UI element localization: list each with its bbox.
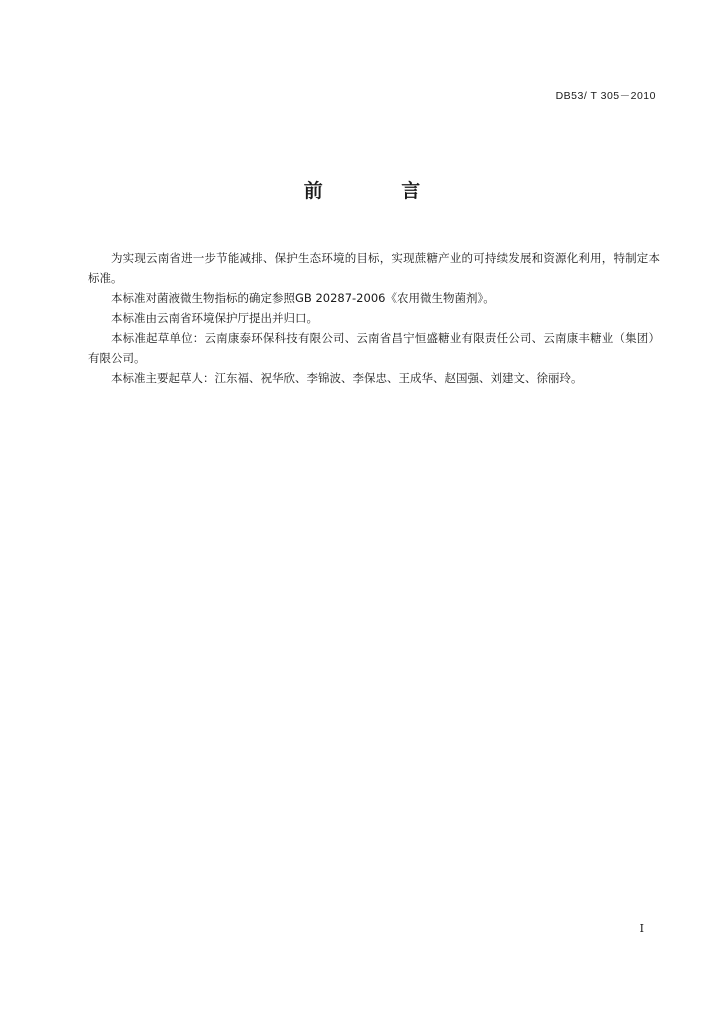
document-code: DB53/ T 305－2010: [555, 90, 656, 102]
paragraph-reference: 本标准对菌液微生物指标的确定参照GB 20287-2006《农用微生物菌剂》。: [111, 291, 495, 305]
paragraph-proposer: 本标准由云南省环境保护厅提出并归口。: [111, 311, 318, 325]
paragraph-purpose: 为实现云南省进一步节能减排、保护生态环境的目标，实现蔗糖产业的可持续发展和资源化利用，特制定本标准。: [88, 251, 660, 285]
foreword-body: [88, 248, 660, 388]
paragraph-drafters: 本标准主要起草人：江东福、祝华欣、李锦波、李保忠、王成华、赵国强、刘建文、徐丽玲。: [111, 371, 583, 385]
page-number: I: [639, 922, 644, 935]
paragraph-drafting-units: 本标准起草单位：云南康泰环保科技有限公司、云南省昌宁恒盛糖业有限责任公司、云南康丰糖业（集团）有限公司。: [88, 331, 660, 365]
page-title: 前 言: [303, 180, 457, 202]
